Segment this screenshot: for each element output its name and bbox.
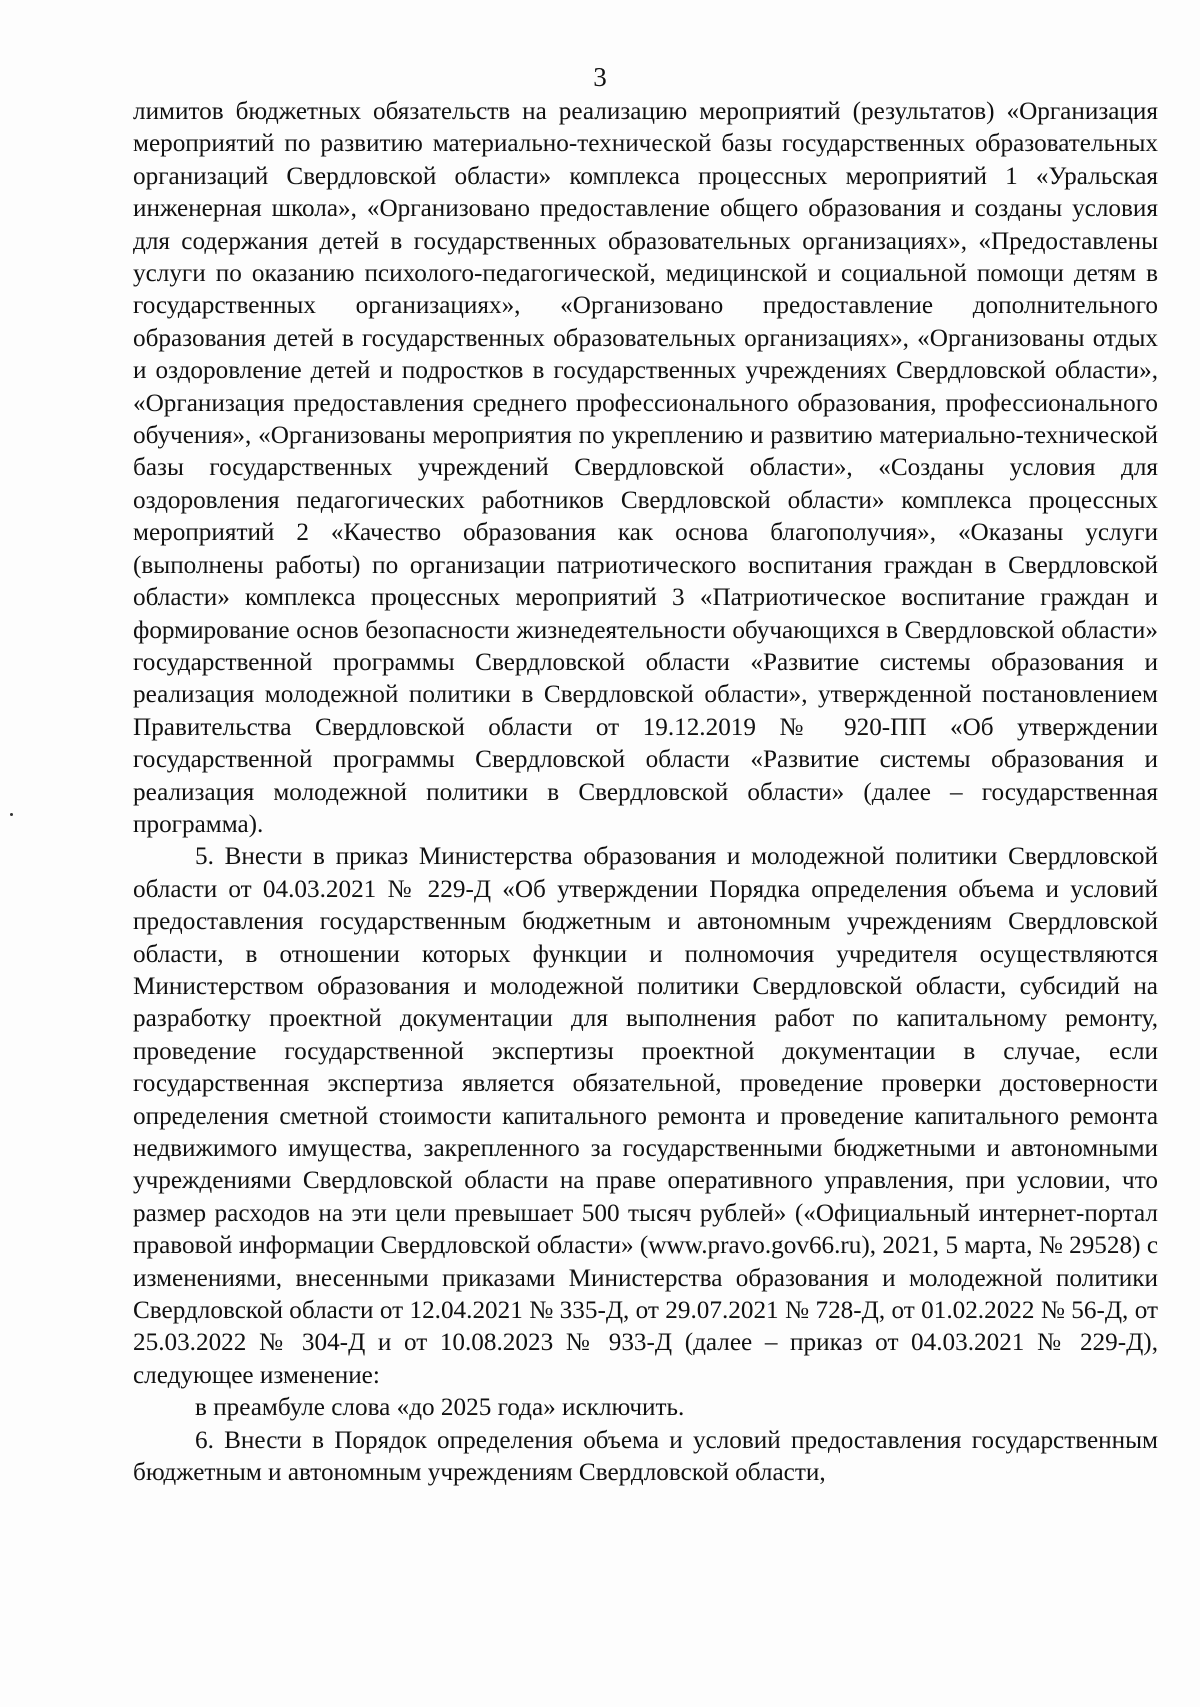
paragraph-preamble-change: в преамбуле слова «до 2025 года» исключить. (195, 1394, 685, 1422)
document-body (133, 96, 1158, 1489)
paragraph-item-6: 6. Внести в Порядок определения объема и условий предоставления государственным бюджетным и автономным учреждениям Свердловской области, (133, 1426, 1158, 1487)
paragraph-continuation: лимитов бюджетных обязательств на реализацию мероприятий (результатов) «Организация мероприятий по развитию материально-технической базы государственных образовательных организаций Свердловской области» комплекса процессных мероприятий 1 «Уральская инженерная школа», «Организовано предоставление общего образования и созданы условия для содержания детей в государственных образовательных организациях», «Предоставлены услуги по оказанию психолого-педагогической, медицинской и социальной помощи детям в государственных организациях», «Организовано предоставление дополнительного образования детей в государственных образовательных организациях», «Организованы отдых и оздоровление детей и подростков в государственных учреждениях Свердловской области», «Организация предоставления среднего профессионального образования, профессионального обучения», «Организованы мероприятия по укреплению и развитию материально-технической базы государственных учреждений Свердловской области», «Созданы условия для оздоровления педагогических работников Свердловской области» комплекса процессных мероприятий 2 «Качество образования как основа благополучия», «Оказаны услуги (выполнены работы) по организации патриотического воспитания граждан в Свердловской области» комплекса процессных мероприятий 3 «Патриотическое воспитание граждан и формирование основ безопасности жизнедеятельности обучающихся в Свердловской области» государственной программы Свердловской области «Развитие системы образования и реализация молодежной политики в Свердловской области», утвержденной постановлением Правительства Свердловской области от 19.12.2019 № 920-ПП «Об утверждении государственной программы Свердловской области «Развитие системы образования и реализация молодежной политики в Свердловской области» (далее – государственная программа). (133, 98, 1158, 838)
page-number: 3 (593, 62, 607, 92)
paragraph-item-5: 5. Внести в приказ Министерства образования и молодежной политики Свердловской области от 04.03.2021 № 229-Д «Об утверждении Порядка определения объема и условий предоставления государственным бюджетным и автономным учреждениям Свердловской области, в отношении которых функции и полномочия учредителя осуществляются Министерством образования и молодежной политики Свердловской области, субсидий на разработку проектной документации для выполнения работ по капитальному ремонту, проведение государственной экспертизы проектной документации в случае, если государственная экспертиза является обязательной, проведение проверки достоверности определения сметной стоимости капитального ремонта и проведение капитального ремонта недвижимого имущества, закрепленного за государственными бюджетными и автономными учреждениями Свердловской области на праве оперативного управления, при условии, что размер расходов на эти цели превышает 500 тысяч рублей» («Официальный интернет-портал правовой информации Свердловской области» (www.pravo.gov66.ru), 2021, 5 марта, № 29528) с изменениями, внесенными приказами Министерства образования и молодежной политики Свердловской области от 12.04.2021 № 335-Д, от 29.07.2021 № 728-Д, от 01.02.2022 № 56-Д, от 25.03.2022 № 304-Д и от 10.08.2023 № 933-Д (далее – приказ от 04.03.2021 № 229-Д), следующее изменение: (133, 843, 1158, 1389)
scan-speck (10, 813, 13, 816)
